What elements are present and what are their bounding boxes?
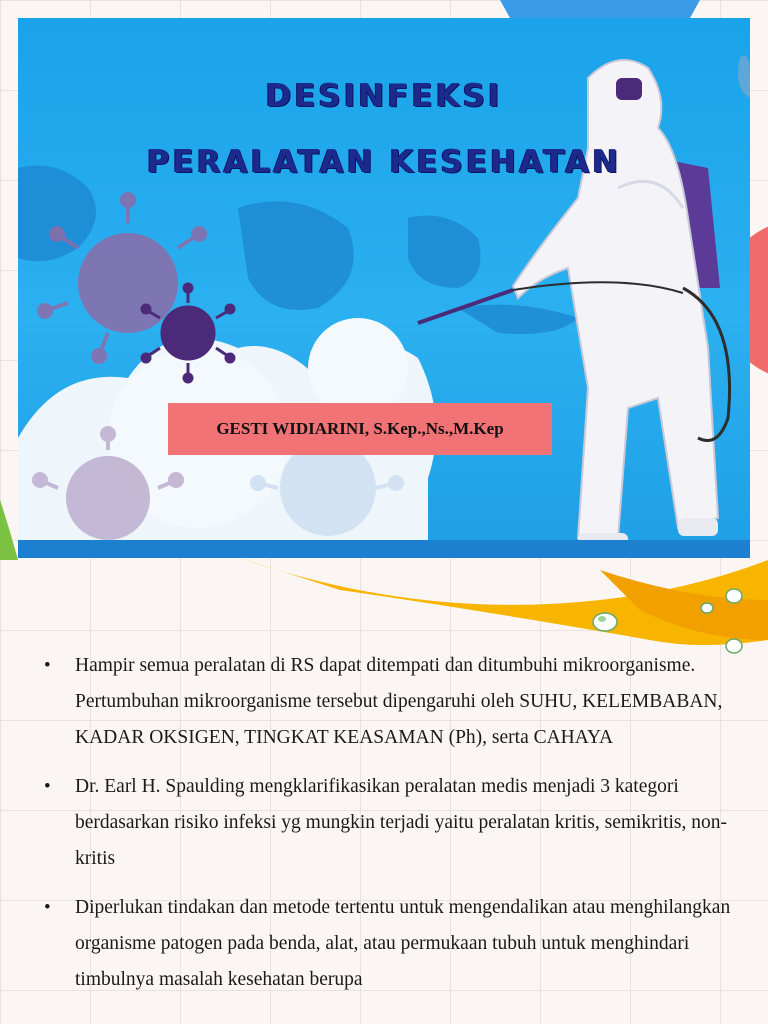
list-item: • Diperlukan tindakan dan metode tertentu untuk mengendalikan atau menghilangkan organisme patogen pada benda, alat, atau permukaan tubuh untuk menghindari timbulnya masalah kesehatan berupa: [44, 890, 734, 998]
list-item: • Hampir semua peralatan di RS dapat ditempati dan ditumbuhi mikroorganisme. Pertumbuhan mikroorganisme tersebut dipengaruhi oleh SUHU, KELEMBABAN, KADAR OKSIGEN, TINGKAT KEASAMAN (Ph), serta CAHAYA: [44, 648, 734, 756]
slide-bottom-strip: [18, 540, 750, 558]
bullet-list: [44, 648, 734, 1011]
author-box: [168, 403, 552, 455]
hazmat-figure: [418, 60, 730, 551]
author-name: GESTI WIDIARINI, S.Kep.,Ns.,M.Kep: [216, 419, 504, 438]
title-slide: [18, 18, 750, 558]
slide-title-line2: PERALATAN KESEHATAN: [146, 144, 622, 180]
list-item: • Dr. Earl H. Spaulding mengklarifikasikan peralatan medis menjadi 3 kategori berdasarkan risiko infeksi yg mungkin terjadi yaitu peralatan kritis, semikritis, non-kritis: [44, 769, 734, 877]
slide-title-line1: DESINFEKSI: [265, 78, 503, 114]
